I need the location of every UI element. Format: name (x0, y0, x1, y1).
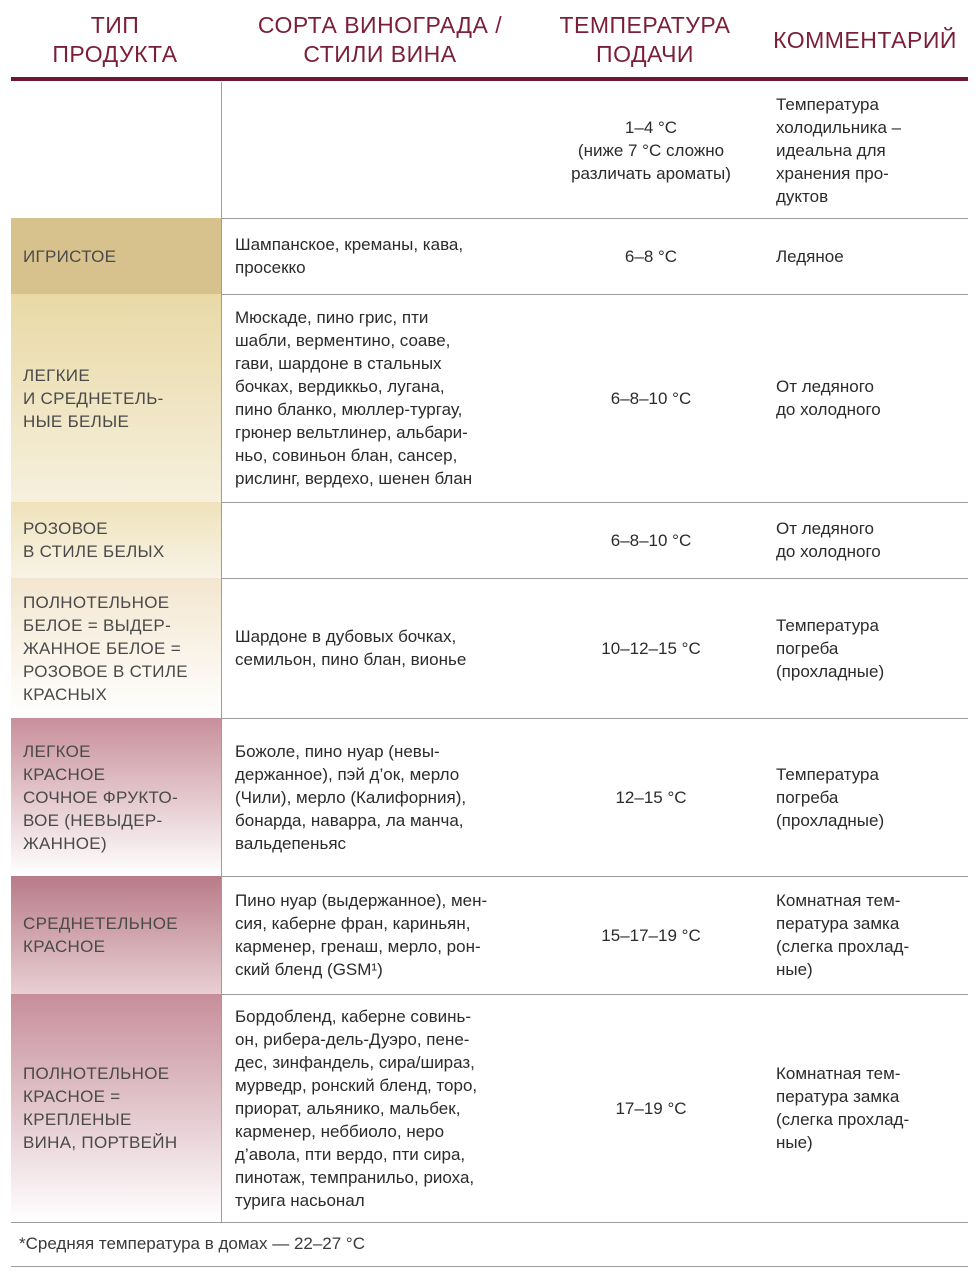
cell-comment-line: идеальна для (776, 140, 886, 160)
cell-type-line: ЛЕГКИЕ (23, 365, 90, 385)
cell-comment (776, 578, 966, 718)
cell-comment-line: до холодного (776, 542, 881, 561)
cell-comment-line: Ледяное (776, 246, 844, 266)
cell-grapes-line: грюнер вельтлинер, альбари- (235, 423, 468, 442)
column-divider (221, 876, 222, 994)
table-header (0, 0, 978, 80)
cell-grapes (235, 294, 535, 502)
cell-temperature-line: различать ароматы) (571, 163, 731, 183)
cell-grapes-line: (Чили), мерло (Калифорния), (235, 787, 467, 807)
cell-grapes (235, 82, 535, 218)
cell-comment-line: От ледяного (776, 519, 874, 538)
cell-comment-line: погреба (776, 787, 839, 807)
cell-type-line: И СРЕДНЕТЕЛЬ- (23, 388, 164, 408)
cell-comment-line: (прохладные) (776, 810, 885, 830)
table-row (11, 578, 968, 718)
cell-grapes-line: пино бланко, мюллер-тургау, (235, 400, 463, 419)
cell-grapes-line: сия, каберне фран, кариньян, (235, 914, 471, 933)
column-divider (221, 718, 222, 876)
cell-temperature (551, 218, 751, 294)
cell-grapes (235, 218, 535, 294)
cell-grapes-line: карменер, неббиоло, неро (235, 1121, 445, 1141)
cell-grapes-line: вальдепеньяс (235, 833, 347, 853)
cell-type-line: КРАСНОЕ = (23, 1087, 121, 1106)
cell-type-line: В СТИЛЕ БЕЛЫХ (23, 542, 165, 561)
cell-type (23, 218, 218, 294)
cell-type-line: ВИНА, ПОРТВЕЙН (23, 1133, 178, 1152)
cell-comment-line: От ледяного (776, 377, 874, 396)
cell-type-line: КРАСНОЕ (23, 764, 106, 784)
header-grapes: СОРТА ВИНОГРАДА / СТИЛИ ВИНА (257, 12, 503, 67)
cell-type-line: ПОЛНОТЕЛЬНОЕ (23, 1064, 170, 1083)
cell-comment-line: (слегка прохлад- (776, 1110, 910, 1129)
cell-grapes (235, 994, 535, 1222)
cell-comment (776, 718, 966, 876)
cell-comment (776, 876, 966, 994)
cell-grapes (235, 502, 535, 578)
column-divider (221, 502, 222, 578)
cell-grapes-line: Пино нуар (выдержанное), мен- (235, 891, 488, 910)
footer-rule (11, 1266, 968, 1267)
cell-grapes-line: турига насьонал (235, 1190, 365, 1210)
cell-type-line: ВОЕ (НЕВЫДЕР- (23, 810, 163, 830)
cell-comment-line: до холодного (776, 400, 881, 419)
cell-type (23, 294, 218, 502)
table-row (11, 876, 968, 994)
cell-comment-line: (прохладные) (776, 661, 885, 681)
cell-comment-line: пература замка (776, 1087, 900, 1106)
cell-grapes (235, 718, 535, 876)
header-type: ТИП ПРОДУКТА (52, 12, 178, 67)
cell-type-line: ИГРИСТОЕ (23, 246, 117, 266)
row-divider (11, 1222, 968, 1223)
cell-grapes-line: просекко (235, 258, 306, 277)
cell-grapes-line: гави, шардоне в стальных (235, 354, 442, 373)
cell-type-line: ПОЛНОТЕЛЬНОЕ (23, 592, 170, 612)
cell-grapes-line: мурведр, ронский бленд, торо, (235, 1075, 478, 1095)
table-row (11, 994, 968, 1222)
cell-grapes-line: бонарда, наварра, ла манча, (235, 810, 464, 830)
cell-grapes-line: приорат, альянико, мальбек, (235, 1098, 461, 1118)
cell-type-line: КРАСНЫХ (23, 684, 108, 704)
cell-comment (776, 218, 966, 294)
cell-temperature-line: 12–15 °C (615, 787, 687, 807)
cell-grapes-line: Шампанское, креманы, кава, (235, 235, 464, 254)
cell-temperature (551, 718, 751, 876)
cell-comment (776, 994, 966, 1222)
cell-comment (776, 82, 966, 218)
cell-grapes-line: ньо, совиньон блан, сансер, (235, 446, 458, 465)
cell-grapes-line: семильон, пино блан, вионье (235, 650, 467, 669)
cell-type-line: КРАСНОЕ (23, 937, 106, 956)
header-temp: ТЕМПЕРАТУРА ПОДАЧИ (559, 12, 731, 67)
cell-temperature-line: 1–4 °C (624, 117, 678, 137)
cell-comment-line: хранения про- (776, 163, 889, 183)
cell-type (23, 578, 218, 718)
table-row (11, 82, 968, 218)
cell-grapes-line: Бордобленд, каберне совинь- (235, 1006, 472, 1026)
cell-grapes (235, 578, 535, 718)
cell-type-line: ЛЕГКОЕ (23, 741, 91, 761)
cell-comment-line: ные) (776, 960, 813, 979)
cell-type (23, 502, 218, 578)
cell-temperature-line: 6–8–10 °C (610, 388, 692, 408)
cell-comment-line: дуктов (776, 186, 829, 206)
cell-comment-line: Комнатная тем- (776, 891, 901, 910)
table-row (11, 218, 968, 294)
header-rule (11, 77, 968, 81)
cell-temperature-line: 15–17–19 °C (601, 925, 701, 945)
cell-comment-line: Температура (776, 764, 879, 784)
cell-comment (776, 502, 966, 578)
cell-grapes-line: держанное), пэй д’ок, мерло (235, 764, 460, 784)
cell-grapes-line: он, рибера-дель-Дуэро, пене- (235, 1029, 470, 1049)
cell-grapes-line: карменер, гренаш, мерло, рон- (235, 937, 481, 956)
cell-grapes-line: шабли, верментино, соаве, (235, 331, 451, 350)
cell-temperature-line: 6–8–10 °C (610, 530, 692, 550)
column-divider (221, 578, 222, 718)
cell-comment-line: Температура (776, 615, 879, 635)
cell-comment-line: Комнатная тем- (776, 1064, 901, 1083)
cell-temperature (551, 876, 751, 994)
cell-temperature (551, 994, 751, 1222)
cell-grapes-line: Шардоне в дубовых бочках, (235, 627, 457, 646)
cell-type-line: ЖАННОЕ) (23, 833, 107, 853)
cell-comment-line: Температура (776, 94, 879, 114)
column-divider (221, 218, 222, 294)
cell-temperature (551, 294, 751, 502)
cell-comment (776, 294, 966, 502)
cell-grapes-line: дес, зинфандель, сира/шираз, (235, 1052, 475, 1072)
cell-comment-line: холодильника – (776, 117, 902, 137)
cell-type-line: БЕЛОЕ = ВЫДЕР- (23, 615, 172, 635)
cell-temperature-line: 10–12–15 °C (601, 638, 701, 658)
cell-grapes-line: пинотаж, темпранильо, риоха, (235, 1167, 475, 1187)
cell-grapes-line: рислинг, вердехо, шенен блан (235, 469, 473, 488)
table-row (11, 502, 968, 578)
cell-temperature-line: (ниже 7 °C сложно (577, 140, 725, 160)
cell-type (23, 876, 218, 994)
cell-type-line: РОЗОВОЕ (23, 519, 108, 538)
cell-comment-line: (слегка прохлад- (776, 937, 910, 956)
column-divider (221, 294, 222, 502)
cell-comment-line: погреба (776, 638, 839, 658)
cell-type-line: ЖАННОЕ БЕЛОЕ = (23, 638, 181, 658)
cell-type (23, 718, 218, 876)
cell-temperature-line: 6–8 °C (624, 246, 678, 266)
column-divider (221, 82, 222, 218)
cell-type (23, 994, 218, 1222)
cell-type-line: СОЧНОЕ ФРУКТО- (23, 787, 178, 807)
cell-grapes-line: Мюскаде, пино грис, пти (235, 308, 429, 327)
cell-grapes-line: бочках, вердиккьо, лугана, (235, 377, 445, 396)
column-divider (221, 994, 222, 1222)
cell-grapes (235, 876, 535, 994)
cell-grapes-line: ский бленд (GSM¹) (235, 960, 383, 979)
cell-type-line: НЫЕ БЕЛЫЕ (23, 411, 130, 431)
table-row (11, 718, 968, 876)
cell-comment-line: ные) (776, 1133, 813, 1152)
cell-type (23, 82, 218, 218)
cell-temperature (551, 82, 751, 218)
cell-comment-line: пература замка (776, 914, 900, 933)
cell-type-line: КРЕПЛЕНЫЕ (23, 1110, 132, 1129)
cell-type-line: РОЗОВОЕ В СТИЛЕ (23, 661, 188, 681)
header-comment: КОММЕНТАРИЙ (773, 26, 957, 53)
cell-grapes-line: Божоле, пино нуар (невы- (235, 741, 440, 761)
table-row (11, 294, 968, 502)
cell-temperature-line: 17–19 °C (615, 1098, 687, 1118)
footnote: *Средняя температура в домах — 22–27 °C (19, 1234, 366, 1253)
cell-type-line: СРЕДНЕТЕЛЬНОЕ (23, 914, 178, 933)
cell-grapes-line: д’авола, пти вердо, пти сира, (235, 1144, 466, 1164)
cell-temperature (551, 578, 751, 718)
cell-temperature (551, 502, 751, 578)
